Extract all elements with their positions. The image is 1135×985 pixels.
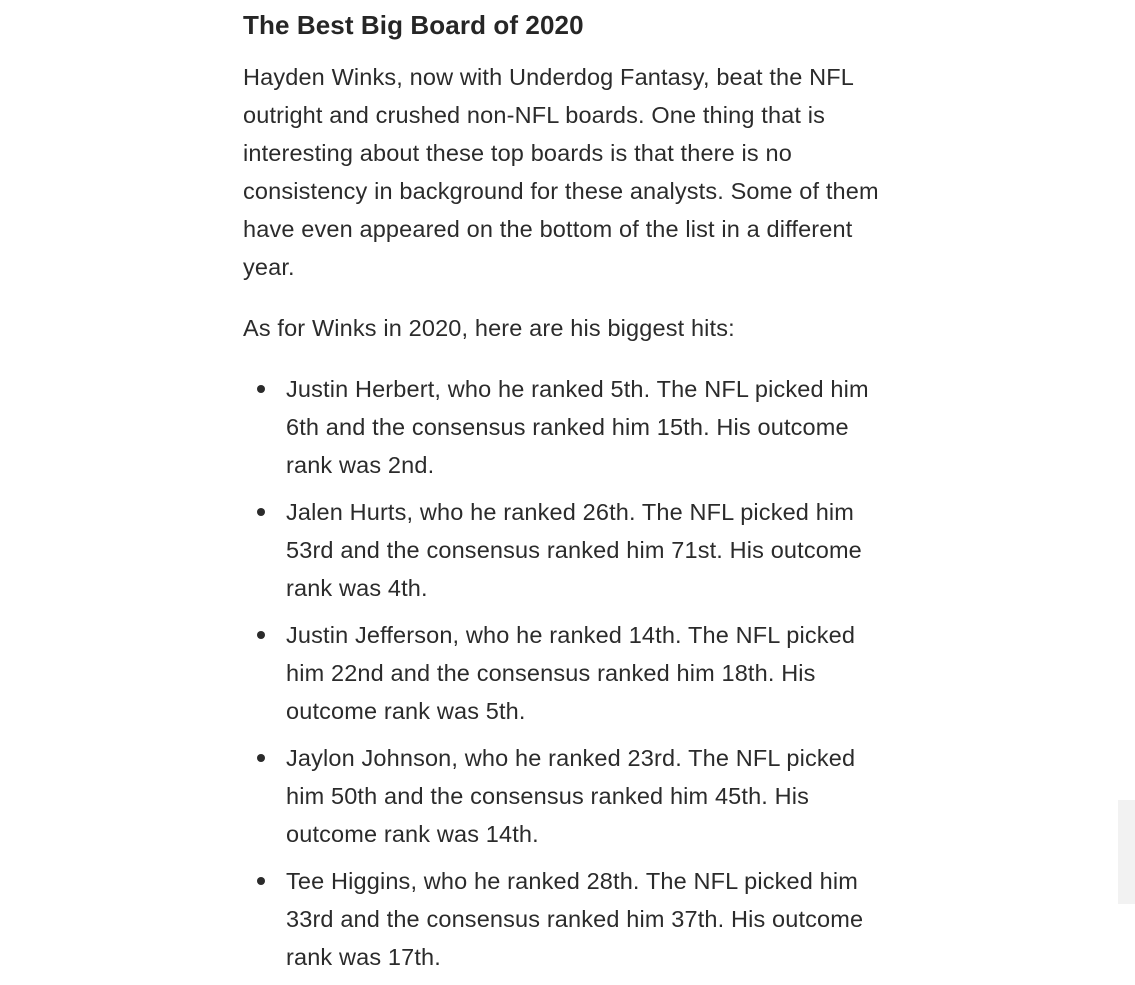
list-item-text: Jaylon Johnson, who he ranked 23rd. The NFL picked him 50th and the consensus ranked him 45th. His outcome rank was 14th.: [286, 745, 856, 847]
list-item: [243, 370, 883, 484]
list-item-text: Jalen Hurts, who he ranked 26th. The NFL picked him 53rd and the consensus ranked him 71st. His outcome rank was 4th.: [286, 499, 862, 601]
list-item: [243, 739, 883, 853]
section-heading: The Best Big Board of 2020: [243, 10, 584, 40]
bullet-icon: [257, 877, 265, 885]
list-item: [243, 493, 883, 607]
list-item: [243, 616, 883, 730]
bullet-icon: [257, 631, 265, 639]
scrollbar-thumb[interactable]: [1118, 800, 1135, 904]
article: [243, 0, 883, 985]
list-item: [243, 862, 883, 976]
bullet-icon: [257, 508, 265, 516]
hits-intro-paragraph: As for Winks in 2020, here are his biggest hits:: [243, 315, 735, 341]
list-item-text: Tee Higgins, who he ranked 28th. The NFL picked him 33rd and the consensus ranked him 37th. His outcome rank was 17th.: [286, 868, 864, 970]
biggest-hits-list: [243, 370, 883, 976]
list-item-text: Justin Herbert, who he ranked 5th. The NFL picked him 6th and the consensus ranked him 15th. His outcome rank was 2nd.: [286, 376, 869, 478]
bullet-icon: [257, 385, 265, 393]
list-item-text: Justin Jefferson, who he ranked 14th. The NFL picked him 22nd and the consensus ranked him 18th. His outcome rank was 5th.: [286, 622, 856, 724]
bullet-icon: [257, 754, 265, 762]
intro-paragraph: Hayden Winks, now with Underdog Fantasy, beat the NFL outright and crushed non-NFL boards. One thing that is interesting about these top boards is that there is no consistency in background for these analysts. Some of them have even appeared on the bottom of the list in a different year.: [243, 64, 879, 280]
